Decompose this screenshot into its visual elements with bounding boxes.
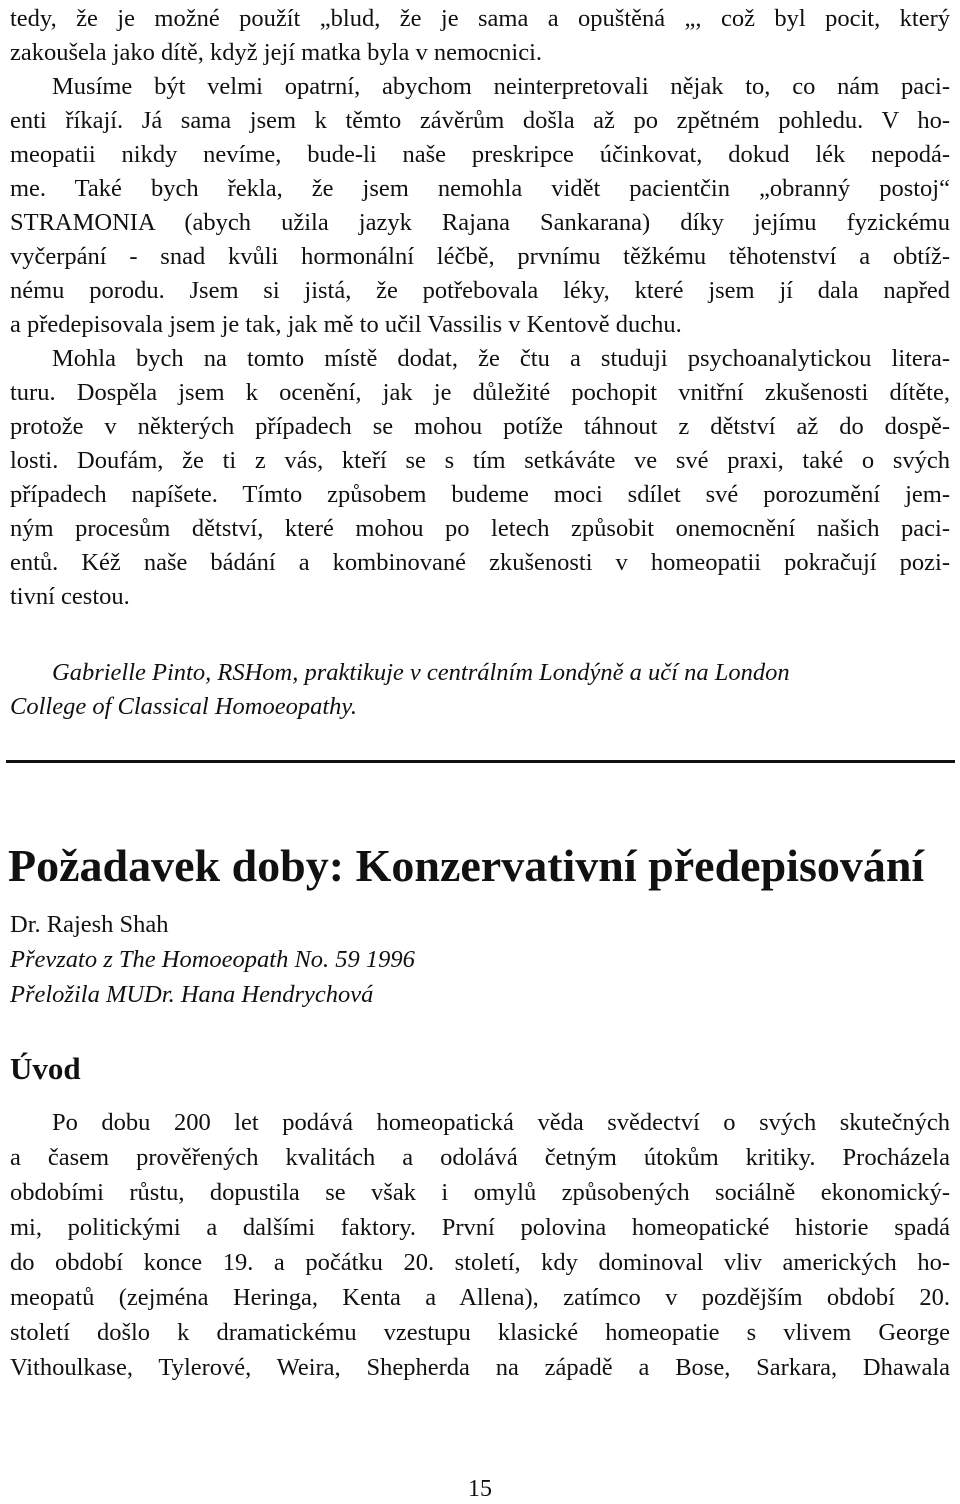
text-line: enti říkají. Já sama jsem k těmto závěrům došla až po zpětném pohledu. V ho- [10,107,950,134]
text-line: losti. Doufám, že ti z vás, kteří se s tím setkáváte ve své praxi, také o svých [10,447,950,474]
text-line: do období konce 19. a počátku 20. století, kdy dominoval vliv amerických ho- [10,1249,950,1276]
text-line: Musíme být velmi opatrní, abychom neinterpretovali nějak to, co nám paci- [52,73,950,100]
text-line: obdobími růstu, dopustila se však i omylů způsobených sociálně ekonomický- [10,1179,950,1206]
text-line: vyčerpání - snad kvůli hormonální léčbě, prvnímu těžkému těhotenství a obtíž- [10,243,950,270]
section-heading: Úvod [10,1051,81,1086]
text-line: Po dobu 200 let podává homeopatická věda svědectví o svých skutečných [52,1109,950,1136]
text-line: století došlo k dramatickému vzestupu klasické homeopatie s vlivem George [10,1319,950,1346]
section-divider [6,760,955,763]
text-line: me. Také bych řekla, že jsem nemohla vidět pacientčin „obranný postoj“ [10,175,950,202]
text-line: zakoušela jako dítě, když její matka byla v nemocnici. [10,39,543,66]
text-line: ným procesům dětství, které mohou po letech způsobit onemocnění našich paci- [10,515,950,542]
text-line: turu. Dospěla jsem k ocenění, jak je důležité pochopit vnitřní zkušenosti dítěte, [10,379,950,406]
text-line: mi, politickými a dalšími faktory. První polovina homeopatické historie spadá [10,1214,950,1241]
text-line: protože v některých případech se mohou potíže táhnout z dětství až do dospě- [10,413,950,440]
article-source: Převzato z The Homoeopath No. 59 1996 [10,946,415,973]
text-line: tivní cestou. [10,583,130,610]
text-line: nému porodu. Jsem si jistá, že potřebovala léky, které jsem jí dala napřed [10,277,950,304]
article-translator: Přeložila MUDr. Hana Hendrychová [10,981,374,1008]
text-line: tedy, že je možné použít „blud, že je sama a opuštěná „, což byl pocit, který [10,5,950,32]
text-line: entů. Kéž naše bádání a kombinované zkušenosti v homeopatii pokračují pozi- [10,549,950,576]
text-line: Vithoulkase, Tylerové, Weira, Shepherda na západě a Bose, Sarkara, Dhawala [10,1354,950,1381]
author-note-line: College of Classical Homoeopathy. [10,693,358,720]
page-number: 15 [468,1476,492,1502]
author-note-line: Gabrielle Pinto, RSHom, praktikuje v centrálním Londýně a učí na London [52,659,790,686]
article-author: Dr. Rajesh Shah [10,911,169,938]
text-line: meopatů (zejména Heringa, Kenta a Allena), zatímco v pozdějším období 20. [10,1284,950,1311]
article-title: Požadavek doby: Konzervativní předepisování [8,840,925,891]
text-line: a časem prověřených kvalitách a odolává četným útokům kritiky. Procházela [10,1144,950,1171]
text-line: Mohla bych na tomto místě dodat, že čtu a studuji psychoanalytickou litera- [52,345,950,372]
text-line: meopatii nikdy nevíme, bude-li naše preskripce účinkovat, dokud lék nepodá- [10,141,950,168]
text-line: a předepisovala jsem je tak, jak mě to učil Vassilis v Kentově duchu. [10,311,682,338]
text-line: případech napíšete. Tímto způsobem budeme moci sdílet své porozumění jem- [10,481,950,508]
text-line: STRAMONIA (abych užila jazyk Rajana Sankarana) díky jejímu fyzickému [10,209,950,236]
